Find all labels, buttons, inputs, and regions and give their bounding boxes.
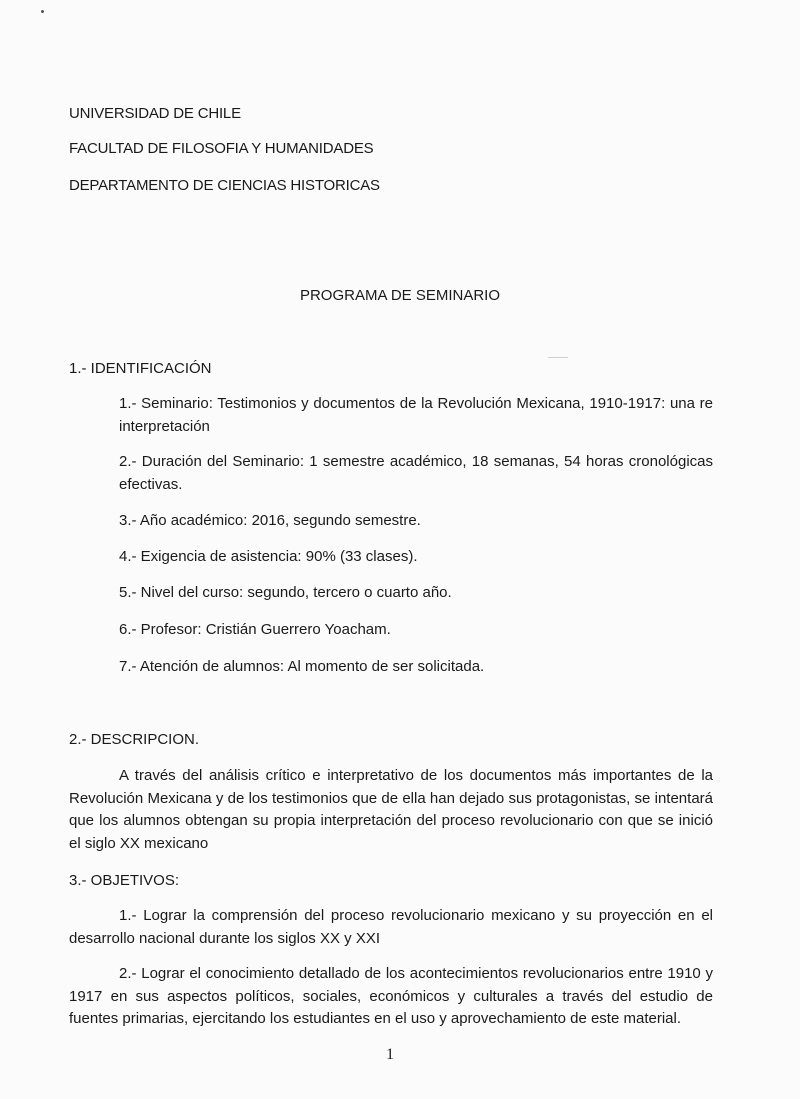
objective-item-1: 1.- Lograr la comprensión del proceso revolucionario mexicano y su proyección en el desarrollo nacional durante los siglos XX y XXI [69,907,713,947]
identification-item-attendance: 4.- Exigencia de asistencia: 90% (33 clases). [119,548,418,565]
description-heading: 2.- DESCRIPCION. [69,731,200,748]
faculty-name: FACULTAD DE FILOSOFIA Y HUMANIDADES [69,140,374,157]
department-name: DEPARTAMENTO DE CIENCIAS HISTORICAS [69,177,380,194]
objective-item-2: 2.- Lograr el conocimiento detallado de los acontecimientos revolucionarios entre 1910 y 1917 en sus aspectos políticos, sociales, económicos y culturales a través del estudio de fuentes primarias, ejercitando los estudiantes en el uso y aprovechamiento de este material. [69,965,713,1027]
identification-item-level: 5.- Nivel del curso: segundo, tercero o cuarto año. [119,584,452,601]
objectives-heading: 3.- OBJETIVOS: [69,872,180,889]
identification-item-duration: 2.- Duración del Seminario: 1 semestre académico, 18 semanas, 54 horas cronológicas efectivas. [119,453,713,493]
identification-item-seminar: 1.- Seminario: Testimonios y documentos de la Revolución Mexicana, 1910-1917: una re interpretación [119,395,713,435]
identification-item-professor: 6.- Profesor: Cristián Guerrero Yoacham. [119,621,391,638]
page-number: 1 [386,1046,394,1063]
identification-item-attention: 7.- Atención de alumnos: Al momento de ser solicitada. [119,658,485,675]
description-text: A través del análisis crítico e interpretativo de los documentos más importantes de la Revolución Mexicana y de los testimonios que de ella han dejado sus protagonistas, se intentará que los alumnos obtengan su propia interpretación del proceso revolucionario con que se inició el siglo XX mexicano [69,767,713,852]
scan-speck [548,357,568,358]
scan-speck [41,10,44,13]
identification-heading: 1.- IDENTIFICACIÓN [69,360,212,377]
university-name: UNIVERSIDAD DE CHILE [69,105,241,122]
identification-item-year: 3.- Año académico: 2016, segundo semestre. [119,512,421,529]
document-title: PROGRAMA DE SEMINARIO [299,287,501,304]
